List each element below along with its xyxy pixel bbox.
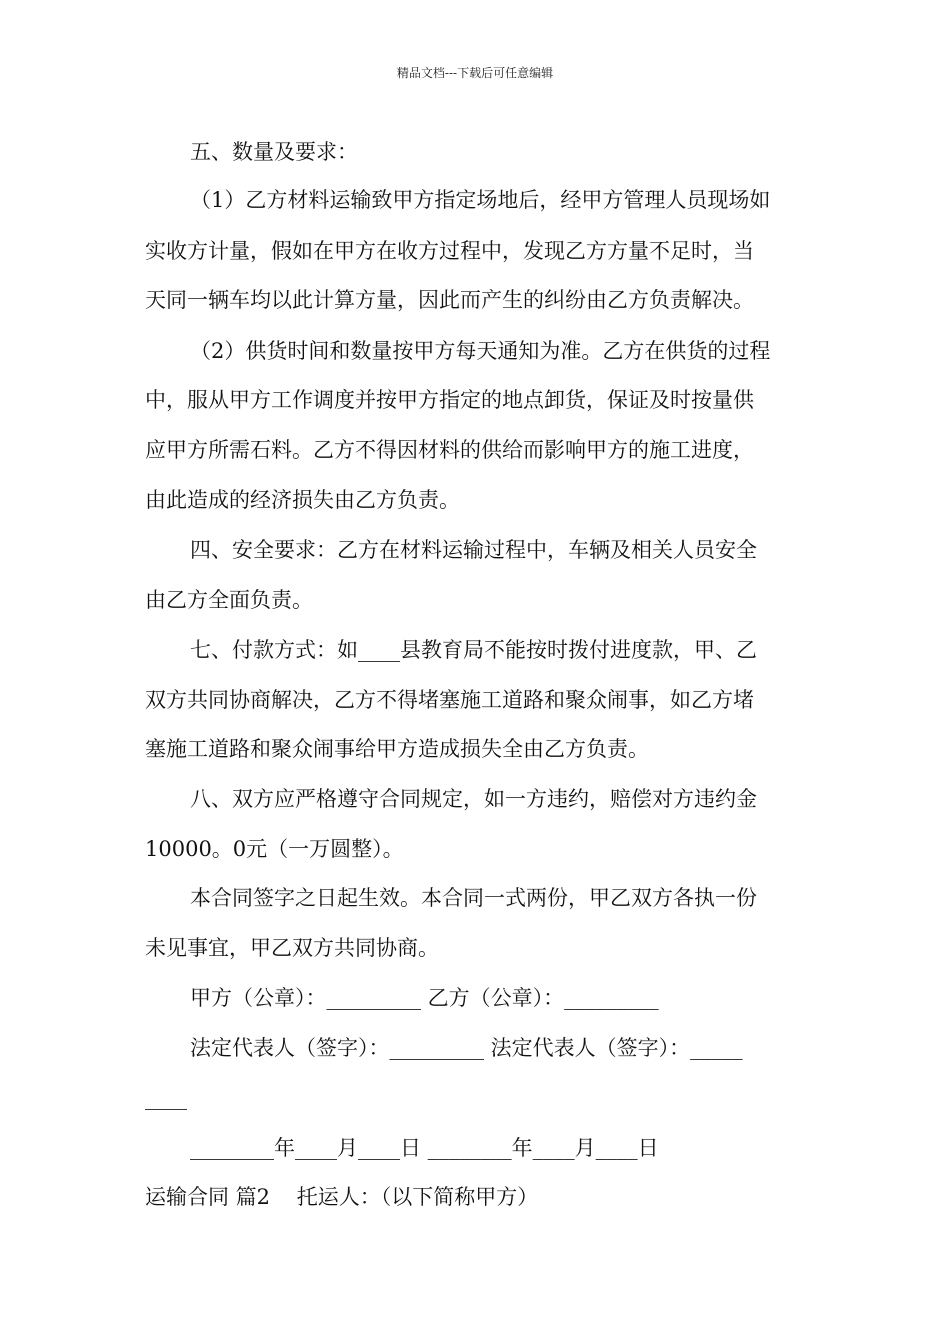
page-header: 精品文档---下载后可任意编辑 xyxy=(396,66,554,80)
paragraph-line: （1）乙方材料运输致甲方指定场地后，经甲方管理人员现场如 xyxy=(190,188,771,212)
paragraph-line: 由乙方全面负责。 xyxy=(145,588,313,612)
paragraph-line: 应甲方所需石料。乙方不得因材料的供给而影响甲方的施工进度， xyxy=(145,438,754,462)
signature-line-continuation: ____ xyxy=(145,1086,187,1110)
paragraph-line: 四、安全要求：乙方在材料运输过程中，车辆及相关人员安全 xyxy=(190,538,757,562)
paragraph-line: 10000。0元（一万圆整）。 xyxy=(145,837,404,861)
paragraph-line: 由此造成的经济损失由乙方负责。 xyxy=(145,488,460,512)
paragraph-line: 中，服从甲方工作调度并按甲方指定的地点卸货，保证及时按量供 xyxy=(145,388,754,412)
section-heading: 五、数量及要求： xyxy=(190,140,358,164)
paragraph-line: 实收方计量，假如在甲方在收方过程中，发现乙方方量不足时，当 xyxy=(145,239,754,263)
paragraph-line: 双方共同协商解决，乙方不得堵塞施工道路和聚众闹事，如乙方堵 xyxy=(145,688,754,712)
paragraph-line: 八、双方应严格遵守合同规定，如一方违约，赔偿对方违约金 xyxy=(190,787,757,811)
next-section-title: 运输合同 篇2 托运人：（以下简称甲方） xyxy=(145,1185,539,1209)
paragraph-line: 天同一辆车均以此计算方量，因此而产生的纠纷由乙方负责解决。 xyxy=(145,288,754,312)
paragraph-line: 未见事宜，甲乙双方共同协商。 xyxy=(145,936,439,960)
paragraph-line: 七、付款方式：如____县教育局不能按时拨付进度款，甲、乙 xyxy=(190,638,757,662)
date-line: ________年____月____日 ________年____月____日 xyxy=(190,1136,659,1160)
signature-line-representative: 法定代表人（签字）：_________ 法定代表人（签字）：_____ xyxy=(190,1036,743,1060)
paragraph-line: 塞施工道路和聚众闹事给甲方造成损失全由乙方负责。 xyxy=(145,737,649,761)
paragraph-line: 本合同签字之日起生效。本合同一式两份，甲乙双方各执一份 xyxy=(190,886,757,910)
signature-line-seal: 甲方（公章）：_________ 乙方（公章）：_________ xyxy=(190,986,659,1010)
paragraph-line: （2）供货时间和数量按甲方每天通知为准。乙方在供货的过程 xyxy=(190,339,771,363)
